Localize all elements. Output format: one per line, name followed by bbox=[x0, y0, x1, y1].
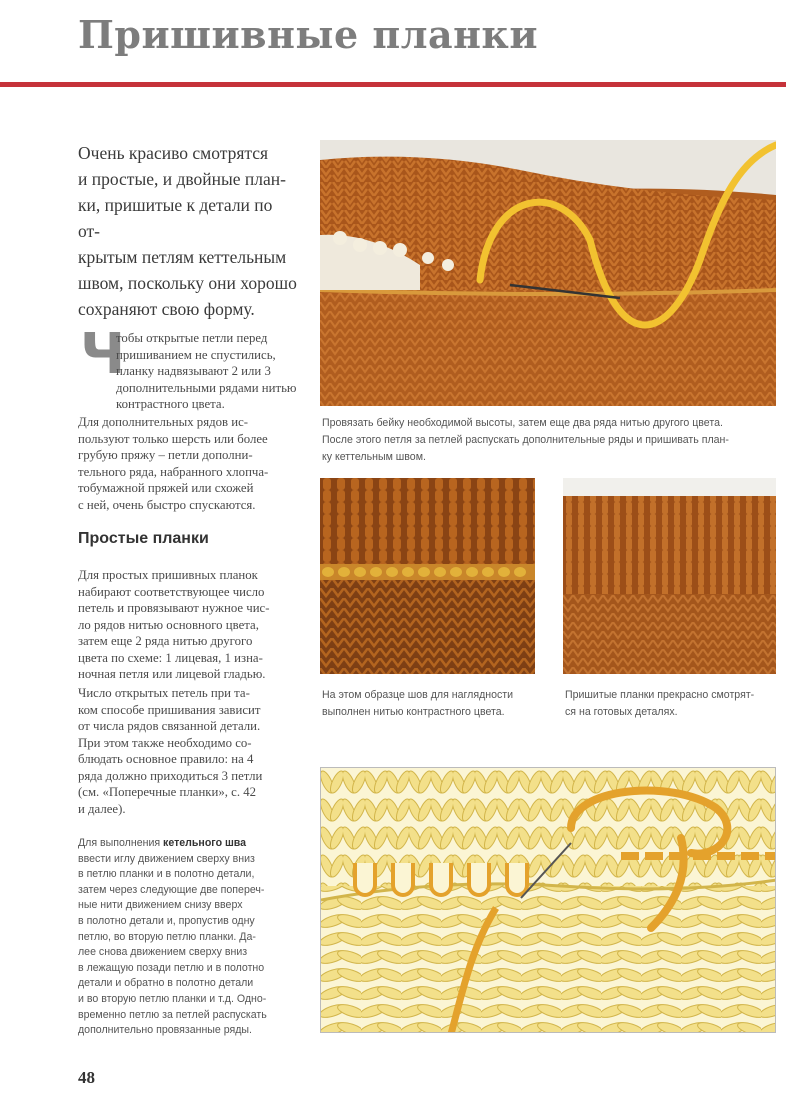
title-rule bbox=[0, 82, 786, 87]
kettle-stitch-instructions bbox=[78, 836, 303, 1039]
kettle-stitch-diagram bbox=[320, 767, 776, 1033]
left-photo-caption: На этом образце шов для наглядности выполнен нитью контрастного цвета. bbox=[322, 689, 514, 718]
right-photo-caption: Пришитые планки прекрасно смотрят- ся на готовых деталях. bbox=[565, 689, 755, 718]
paragraph-4: Число открытых петель при та- ком способе пришивания зависит от числа рядов связанной детали. При этом также необходимо со- блюдать основное правило: на 4 ряда должно приходиться 3 петли (см. «Поперечные планки», с. 42 и далее). bbox=[78, 686, 263, 816]
kettle-prefix: Для выполнения bbox=[78, 837, 164, 849]
top-photo-caption: Провязать бейку необходимой высоты, затем еще два ряда нитью другого цвета. После этого петля за петлей распускать дополнительные ряды и пришивать план- ку кеттельным швом. bbox=[322, 417, 729, 463]
section-heading: Простые планки bbox=[78, 530, 209, 547]
intro-text: Очень красиво смотрятся и простые, и двойные план- ки, пришитые к детали по от- крытым петлям кеттельным швом, поскольку они хорошо сохраняют свою форму. bbox=[78, 143, 297, 319]
left-sample-photo bbox=[320, 478, 535, 674]
dropcap-letter: Ч bbox=[80, 322, 126, 387]
kettle-bold-term: кетельного шва bbox=[163, 837, 247, 849]
paragraph-2: Для дополнительных рядов ис- пользуют только шерсть или более грубую пряжу – петли дополни- тельного ряда, набранного хлопча- тобумажной пряжей или схожей с ней, очень быстро спускаются. bbox=[78, 415, 269, 512]
right-sample-photo bbox=[563, 478, 776, 674]
paragraph-1: тобы открытые петли перед пришиванием не спустились, планку надвязывают 2 или 3 дополнительными рядами нитью контрастного цвета. bbox=[116, 331, 297, 411]
paragraph-3: Для простых пришивных планок набирают соответствующее число петель и провязывают нужное чис- ло рядов нитью основного цвета, затем еще 2 ряда нитью другого цвета по схеме: 1 лицевая, 1 изна- ночная петля или лицевой гладью. bbox=[78, 568, 270, 681]
page-number: 48 bbox=[78, 1068, 95, 1087]
kettle-rest: ввести иглу движением сверху вниз в петлю планки и в полотно детали, затем через следующие две попереч- ные нити движением снизу вверх в полотно детали и, пропустив одну петлю, во вторую петлю планки. Да- лее снова движением сверху вниз в лежащую позади петлю и в полотно детали и обратно в полотно детали и во вторую петлю планки и т.д. Одно- временно петлю за петлей распускать дополнительно провязанные ряды. bbox=[78, 852, 267, 1037]
top-knitting-photo bbox=[320, 140, 776, 406]
page-title: Пришивные планки bbox=[78, 12, 539, 57]
